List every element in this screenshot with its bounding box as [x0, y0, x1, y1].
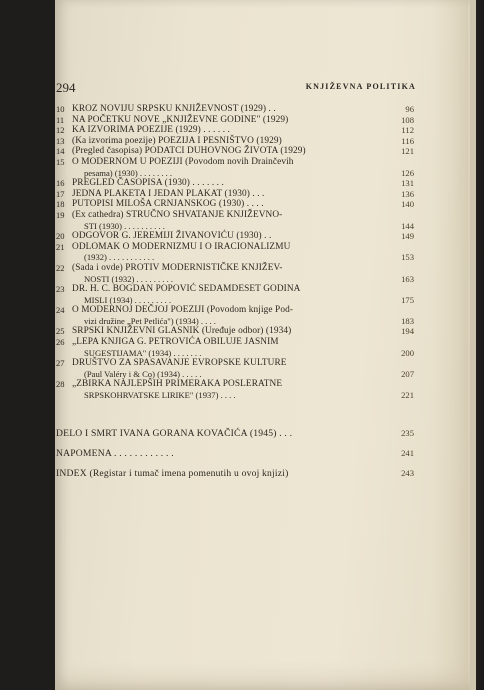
- toc-entry: [56, 263, 414, 284]
- toc-entry-page: 221: [401, 390, 414, 401]
- toc-entry-number: 13: [56, 135, 65, 146]
- toc-entry: [56, 104, 414, 115]
- back-matter-list: [56, 428, 414, 488]
- back-matter-entry: [56, 428, 414, 439]
- toc-entry-page: 96: [405, 104, 414, 114]
- toc-entry-page: 175: [401, 294, 414, 305]
- toc-entry-page: 140: [401, 199, 414, 210]
- toc-entry-page: 126: [401, 167, 414, 178]
- toc-entry-title: PUTOPISI MILOŠA CRNJANSKOG (1930) . . . .: [72, 199, 264, 210]
- toc-entry-title: (Ex cathedra) STRUČNO SHVATANJE KNJIŽEVNO-: [72, 209, 283, 220]
- toc-entry-title: (Ka izvorima poezije) POEZIJA I PESNIŠTVO (1929): [72, 135, 282, 146]
- toc-entry-page: 136: [401, 188, 414, 199]
- toc-entry-page: 207: [401, 368, 414, 379]
- toc-entry-number: 16: [56, 178, 65, 189]
- toc-entry-title: ODGOVOR G. JEREMIJI ŽIVANOVIĆU (1930) . .: [72, 231, 272, 242]
- toc-entry-title: NA POČETKU NOVE „KNJIŽEVNE GODINE" (1929): [72, 114, 289, 125]
- toc-entry: [56, 125, 414, 136]
- back-matter-entry: [56, 448, 414, 459]
- toc-entry-number: 10: [56, 104, 65, 114]
- toc-entry-title: (Pregled časopisa) PODATCI DUHOVNOG ŽIVOTA (1929): [72, 146, 306, 157]
- toc-entry-title: JEDNA PLAKETA I JEDAN PLAKAT (1930) . . .: [72, 188, 265, 199]
- back-matter-title: NAPOMENA . . . . . . . . . . . .: [56, 448, 174, 459]
- toc-entry-number: 20: [56, 231, 65, 242]
- toc-entry-title: KA IZVORIMA POEZIJE (1929) . . . . . .: [72, 125, 230, 136]
- toc-entry: [56, 358, 414, 379]
- toc-entry: [56, 146, 414, 157]
- toc-entry: [56, 242, 414, 263]
- toc-entry-number: 27: [56, 358, 65, 369]
- toc-entry: [56, 189, 414, 200]
- toc-entry-page: 183: [401, 315, 414, 326]
- toc-entry: [56, 337, 414, 358]
- toc-entry-number: 18: [56, 199, 65, 210]
- toc-entry-title: „LEPA KNJIGA G. PETROVIĆA OBILUJE JASNIM: [72, 337, 279, 348]
- toc-entry-number: 17: [56, 188, 65, 199]
- toc-entry-number: 12: [56, 125, 65, 136]
- toc-entry-page: 116: [401, 135, 414, 146]
- toc-entry-continuation: SRPSKOHRVATSKE LIRIKE" (1937) . . . .: [84, 390, 236, 401]
- toc-entry-title: DRUŠTVO ZA SPASAVANJE EVROPSKE KULTURE: [72, 358, 287, 369]
- toc-entry-number: 21: [56, 241, 65, 252]
- toc-entry-page: 149: [401, 231, 414, 242]
- toc-entry-page: 144: [401, 220, 414, 231]
- toc-entry: [56, 379, 414, 400]
- table-of-contents: [56, 104, 414, 401]
- running-title: KNJIŽEVNA POLITIKA: [305, 82, 416, 91]
- toc-entry-title: KROZ NOVIJU SRPSKU KNJIŽEVNOST (1929) . .: [72, 104, 276, 114]
- toc-entry-continuation: pesama) (1930) . . . . . . . .: [84, 167, 173, 178]
- toc-entry: [56, 178, 414, 189]
- toc-entry-title: „ZBIRKA NAJLEPŠIH PRIMERAKA POSLERATNE: [72, 379, 283, 390]
- toc-entry-continuation: NOSTI (1932) . . . . . . . . .: [84, 273, 174, 284]
- toc-entry-title: DR. H. C. BOGDAN POPOVIĆ SEDAMDESET GODINA: [72, 284, 301, 295]
- toc-entry-number: 25: [56, 326, 65, 337]
- toc-entry-continuation: STI (1930) . . . . . . . . . .: [84, 220, 165, 231]
- toc-entry: [56, 157, 414, 178]
- toc-entry-page: 194: [401, 326, 414, 337]
- toc-entry-continuation: (Paul Valéry i & Co) (1934) . . . . .: [84, 368, 202, 379]
- toc-entry: [56, 231, 414, 242]
- toc-entry-page: 112: [401, 125, 414, 136]
- page-edge-shading: [432, 0, 468, 690]
- toc-entry-title: O MODERNOJ DEČJOJ POEZIJI (Povodom knjige Pod-: [72, 305, 294, 316]
- toc-entry: [56, 210, 414, 231]
- toc-entry-number: 14: [56, 146, 65, 157]
- toc-entry-number: 11: [56, 114, 65, 125]
- toc-entry-number: 23: [56, 284, 65, 295]
- back-matter-entry: [56, 468, 414, 479]
- toc-entry-continuation: SUGESTIJAMA" (1934) . . . . . . .: [84, 347, 202, 358]
- toc-entry: [56, 136, 414, 147]
- toc-entry-number: 28: [56, 379, 65, 390]
- toc-entry-page: 153: [401, 252, 414, 263]
- toc-entry-page: 108: [401, 114, 414, 125]
- toc-entry-page: 163: [401, 273, 414, 284]
- toc-entry: [56, 326, 414, 337]
- page-number: 294: [56, 80, 76, 95]
- toc-entry-page: 200: [401, 347, 414, 358]
- toc-entry: [56, 115, 414, 126]
- toc-entry-page: 121: [401, 146, 414, 157]
- back-matter-page: 235: [401, 428, 414, 438]
- toc-entry-number: 22: [56, 262, 65, 273]
- toc-entry-number: 19: [56, 209, 65, 220]
- toc-entry-continuation: (1932) . . . . . . . . . . .: [84, 252, 155, 263]
- toc-entry-continuation: MISLI (1934) . . . . . . . . .: [84, 294, 172, 305]
- toc-entry-title: PREGLED ČASOPISA (1930) . . . . . . .: [72, 178, 224, 189]
- back-matter-page: 241: [401, 448, 414, 458]
- toc-entry-title: SRPSKI KNJIŽEVNI GLASNIK (Uređuje odbor) (1934): [72, 326, 292, 337]
- page-header: [56, 80, 416, 96]
- back-matter-title: INDEX (Registar i tumač imena pomenutih u ovoj knjizi): [56, 468, 289, 479]
- back-matter-page: 243: [401, 468, 414, 478]
- toc-entry: [56, 305, 414, 326]
- back-matter-title: DELO I SMRT IVANA GORANA KOVAČIĆA (1945) . . .: [56, 428, 293, 439]
- toc-entry-number: 24: [56, 305, 65, 316]
- toc-entry-number: 26: [56, 337, 65, 348]
- toc-entry-title: ODLOMAK O MODERNIZMU I O IRACIONALIZMU: [72, 241, 291, 252]
- toc-entry: [56, 199, 414, 210]
- toc-entry: [56, 284, 414, 305]
- toc-entry-continuation: vizi družine „Pet Petlića") (1934) . . . .: [84, 315, 216, 326]
- toc-entry-title: O MODERNOM U POEZIJI (Povodom novih Drainčevih: [72, 156, 294, 167]
- toc-entry-number: 15: [56, 156, 65, 167]
- toc-entry-title: (Sada i ovde) PROTIV MODERNISTIČKE KNJIŽEV-: [72, 262, 283, 273]
- toc-entry-page: 131: [401, 178, 414, 189]
